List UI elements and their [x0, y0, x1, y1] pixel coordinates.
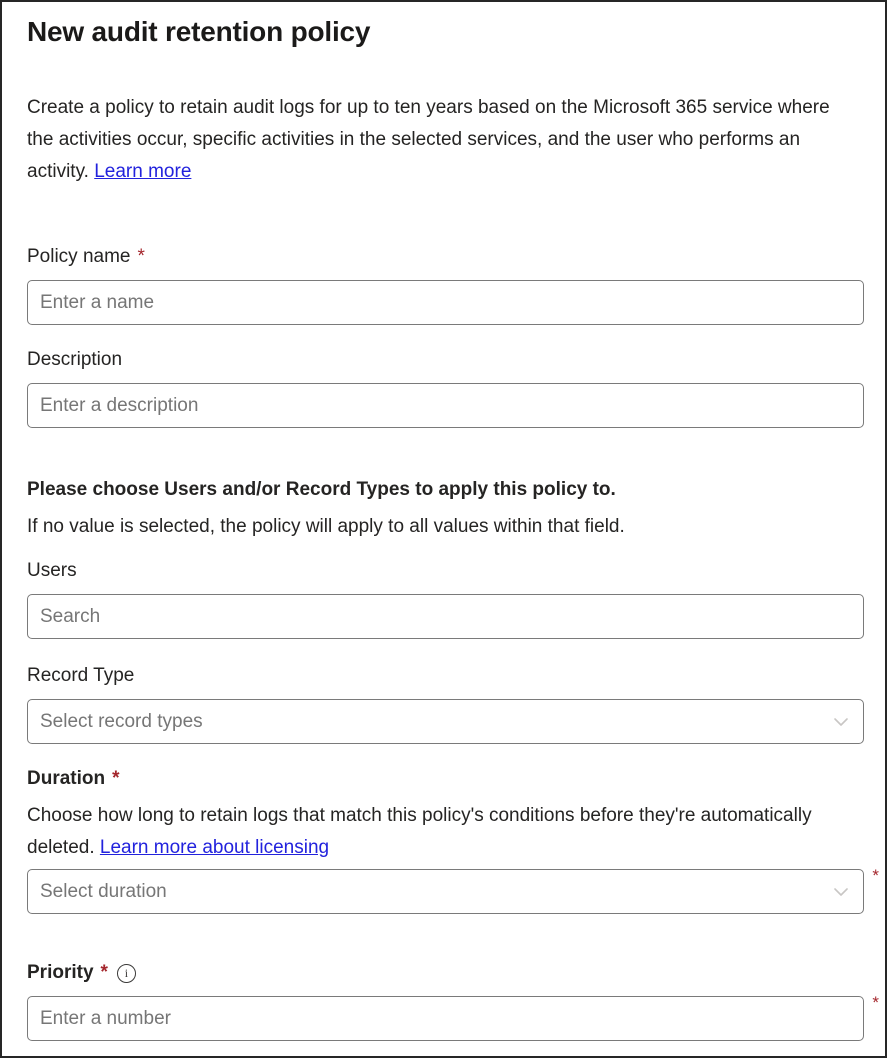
page-title: New audit retention policy [27, 16, 371, 47]
new-audit-retention-policy-panel [2, 2, 885, 1041]
description-input[interactable] [27, 383, 864, 428]
duration-dropdown-placeholder: Select duration [40, 880, 167, 902]
record-type-label [27, 665, 860, 687]
licensing-learn-more-link[interactable]: Learn more about licensing [99, 837, 330, 858]
description-label-text: Description [27, 349, 123, 370]
required-asterisk: * [100, 962, 108, 983]
info-icon[interactable]: i [117, 964, 136, 983]
required-asterisk: * [872, 993, 879, 1012]
record-type-dropdown[interactable] [27, 699, 864, 744]
chevron-down-icon [831, 882, 851, 902]
section-note-body: If no value is selected, the policy will apply to all values within that field. [27, 516, 625, 537]
record-type-dropdown-placeholder: Select record types [40, 710, 203, 732]
intro-text [27, 92, 860, 188]
priority-input[interactable] [27, 996, 864, 1041]
duration-description-body: Choose how long to retain logs that match this policy's conditions before they're automatically deleted. [27, 805, 812, 858]
users-label-text: Users [27, 560, 77, 581]
duration-description [27, 800, 860, 864]
policy-name-input[interactable] [27, 280, 864, 325]
learn-more-link[interactable]: Learn more [94, 161, 192, 182]
description-label [27, 349, 860, 371]
chevron-down-icon [831, 712, 851, 732]
duration-label-text: Duration [27, 768, 106, 789]
policy-name-label-text: Policy name [27, 246, 131, 267]
priority-label-text: Priority [27, 962, 94, 983]
duration-label [27, 768, 860, 790]
priority-label [27, 962, 860, 984]
users-label [27, 560, 860, 582]
duration-dropdown[interactable] [27, 869, 864, 914]
required-asterisk: * [112, 768, 120, 789]
required-asterisk: * [872, 866, 879, 885]
intro-text-body: Create a policy to retain audit logs for up to ten years based on the Microsoft 365 service where the activities occur, specific activities in the selected services, and the user who performs an activity. [27, 97, 830, 182]
required-asterisk: * [137, 246, 145, 267]
section-note-heading: Please choose Users and/or Record Types to apply this policy to. [27, 479, 616, 500]
policy-name-label [27, 246, 860, 268]
record-type-label-text: Record Type [27, 665, 135, 686]
users-search-input[interactable] [27, 594, 864, 639]
